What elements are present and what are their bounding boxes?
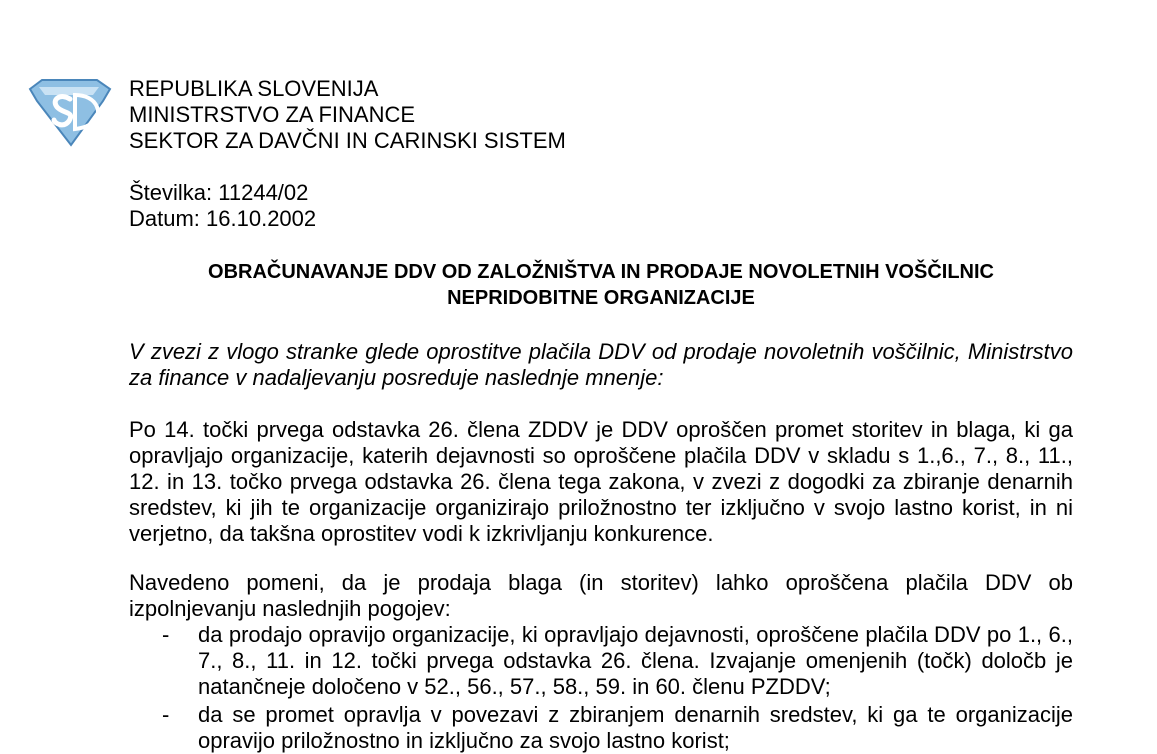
body-paragraph-2: Navedeno pomeni, da je prodaja blaga (in storitev) lahko oproščena plačila DDV ob izpolnjevanju naslednjih pogojev:: [129, 570, 1073, 621]
header-republic: REPUBLIKA SLOVENIJA: [129, 76, 379, 101]
ministry-logo: [27, 77, 113, 149]
header-sector: SEKTOR ZA DAVČNI IN CARINSKI SISTEM: [129, 128, 566, 153]
list-bullet: -: [162, 622, 170, 647]
document-title: [129, 259, 1073, 311]
list-item: [129, 702, 1073, 754]
body-paragraph-1: Po 14. točki prvega odstavka 26. člena ZDDV je DDV oproščen promet storitev in blaga, ki ga opravljajo organizacije, katerih dejavnosti so oproščene plačila DDV v skladu s 1.,6., 7., 8., 11., 12. in 13. točko prvega odstavka 26. člena tega zakona, v zvezi z dogodki za zbiranje denarnih sredstev, ki jih te organizacije organizirajo priložnostno ter izključno v svojo lastno korist, in ni verjetno, da takšna oprostitev vodi k izkrivljanju konkurence.: [129, 417, 1073, 546]
header-ministry: MINISTRSTVO ZA FINANCE: [129, 102, 416, 127]
conditions-list: [129, 622, 1073, 754]
title-line-2: NEPRIDOBITNE ORGANIZACIJE: [447, 287, 755, 309]
title-line-1: OBRAČUNAVANJE DDV OD ZALOŽNIŠTVA IN PRODAJE NOVOLETNIH VOŠČILNIC: [208, 261, 994, 283]
document-date: Datum: 16.10.2002: [129, 206, 317, 231]
list-bullet: -: [162, 702, 170, 727]
document-meta: [129, 180, 316, 232]
list-item-text: da se promet opravlja v povezavi z zbiranjem denarnih sredstev, ki ga te organizacije opravijo priložnostno in izključno za svojo lastno korist;: [198, 702, 1073, 753]
list-item-text: da prodajo opravijo organizacije, ki opravljajo dejavnosti, oproščene plačila DDV po 1., 6., 7., 8., 11. in 12. točki prvega odstavka 26. člena. Izvajanje omenjenih (točk) določb je natančneje določeno v 52., 56., 57., 58., 59. in 60. členu PZDDV;: [198, 622, 1073, 699]
intro-paragraph: V zvezi z vlogo stranke glede oprostitve plačila DDV od prodaje novoletnih voščilnic, Ministrstvo za finance v nadaljevanju posreduje naslednje mnenje:: [129, 339, 1073, 390]
document-number: Številka: 11244/02: [129, 180, 309, 205]
list-item: [129, 622, 1073, 700]
header-block: [129, 76, 566, 154]
